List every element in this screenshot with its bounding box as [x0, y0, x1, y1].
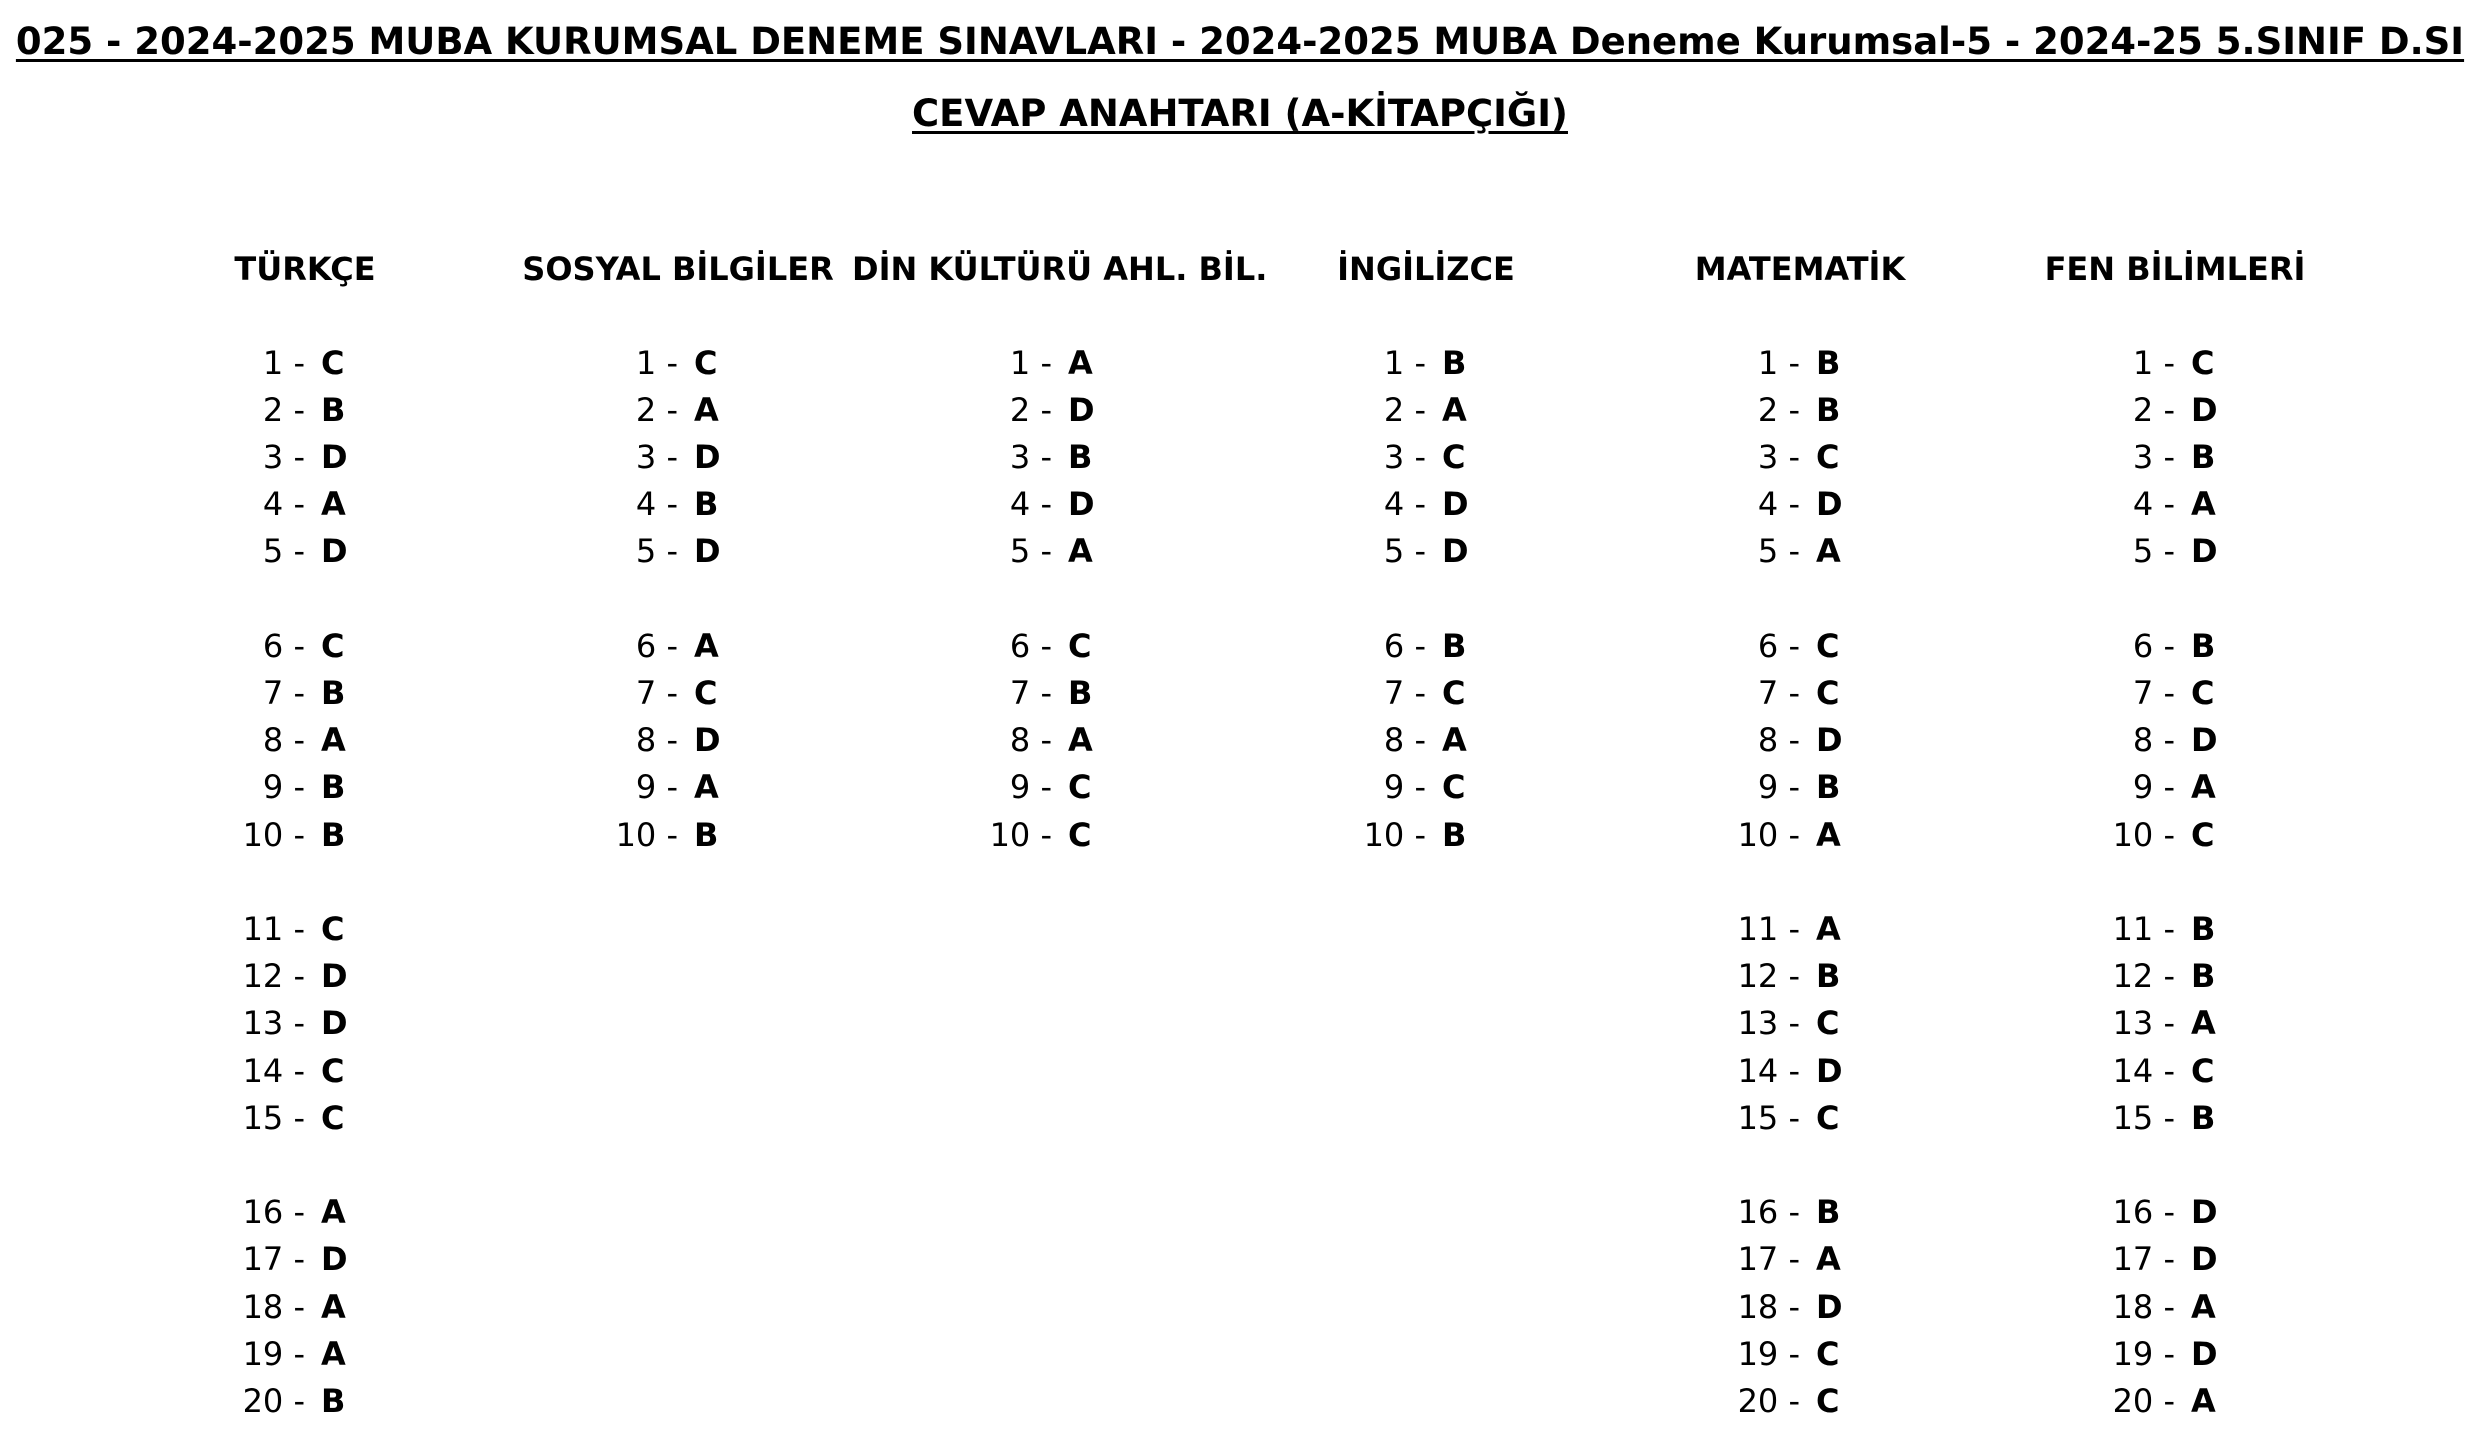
question-number: 13 - [2112, 1004, 2175, 1043]
answer-letter: D [2191, 1193, 2218, 1232]
answer-letter: A [1068, 532, 1093, 571]
question-number: 4 - [262, 485, 305, 524]
answer-letter: B [1816, 1193, 1841, 1232]
question-number: 7 - [635, 673, 678, 712]
answer-letter: B [2191, 909, 2216, 948]
answer-letter: C [321, 343, 345, 382]
question-number: 17 - [1737, 1240, 1800, 1279]
answer-row [852, 340, 1252, 387]
answer-letter: A [2191, 768, 2216, 807]
question-number: 12 - [1737, 957, 1800, 996]
question-number: 6 - [262, 626, 305, 665]
answer-letter: D [1442, 532, 1469, 571]
question-number: 14 - [1737, 1051, 1800, 1090]
answer-row [1226, 670, 1626, 717]
answer-letter: B [1068, 673, 1093, 712]
question-number: 4 - [2132, 485, 2175, 524]
question-number: 5 - [2132, 532, 2175, 571]
answer-row [478, 387, 878, 434]
answer-row [852, 717, 1252, 764]
answer-row [1975, 1378, 2375, 1425]
answer-row [1975, 1000, 2375, 1047]
answer-row [1600, 528, 2000, 575]
question-number: 3 - [1383, 437, 1426, 476]
answer-row [1226, 717, 1626, 764]
answer-letter: B [2191, 1098, 2216, 1137]
answer-letter: C [694, 343, 718, 382]
question-number: 1 - [1757, 343, 1800, 382]
answer-key-subtitle: CEVAP ANAHTARI (A-KİTAPÇIĞI) [912, 92, 1568, 135]
answer-letter: D [321, 532, 348, 571]
answer-letter: A [1816, 1240, 1841, 1279]
question-number: 1 - [262, 343, 305, 382]
answer-letter: C [1068, 626, 1092, 665]
answer-letter: A [1068, 721, 1093, 760]
answer-row [105, 1236, 505, 1283]
answer-row [1975, 717, 2375, 764]
answer-letter: B [694, 485, 719, 524]
question-number: 5 - [1757, 532, 1800, 571]
answer-row [852, 387, 1252, 434]
subject-title: TÜRKÇE [234, 250, 376, 288]
question-number: 7 - [2132, 673, 2175, 712]
question-number: 9 - [2132, 768, 2175, 807]
answer-letter: C [1816, 1004, 1840, 1043]
answer-row [1600, 1284, 2000, 1331]
question-number: 10 - [989, 815, 1052, 854]
question-number: 19 - [1737, 1334, 1800, 1373]
answer-letter: C [1442, 768, 1466, 807]
answer-row [1975, 1189, 2375, 1236]
answer-row [1226, 528, 1626, 575]
question-number: 20 - [1737, 1381, 1800, 1420]
answer-letter: A [694, 390, 719, 429]
question-number: 10 - [1363, 815, 1426, 854]
question-number: 3 - [2132, 437, 2175, 476]
question-number: 10 - [2112, 815, 2175, 854]
answer-letter: C [1816, 673, 1840, 712]
answer-letter: D [1816, 485, 1843, 524]
answer-row [105, 670, 505, 717]
answer-letter: B [1442, 815, 1467, 854]
answer-row [1600, 340, 2000, 387]
answer-letter: A [321, 485, 346, 524]
question-number: 8 - [635, 721, 678, 760]
subject-title: FEN BİLİMLERİ [2044, 250, 2306, 288]
answer-letter: A [321, 721, 346, 760]
answer-letter: D [2191, 532, 2218, 571]
question-number: 13 - [242, 1004, 305, 1043]
answer-letter: A [2191, 1381, 2216, 1420]
answer-letter: D [2191, 390, 2218, 429]
question-number: 8 - [2132, 721, 2175, 760]
subject-title: SOSYAL BİLGİLER [522, 250, 834, 288]
answer-row [478, 528, 878, 575]
answer-letter: C [321, 1051, 345, 1090]
page-title: 025 - 2024-2025 MUBA KURUMSAL DENEME SINAVLARI - 2024-2025 MUBA Deneme Kurumsal-5 - 2024-25 5.SINIF D.SI [15, 20, 2465, 63]
answer-row [1600, 1189, 2000, 1236]
question-number: 6 - [1757, 626, 1800, 665]
question-number: 20 - [242, 1381, 305, 1420]
question-number: 5 - [1383, 532, 1426, 571]
question-number: 8 - [1757, 721, 1800, 760]
question-number: 2 - [2132, 390, 2175, 429]
question-number: 15 - [242, 1098, 305, 1137]
answer-letter: D [321, 957, 348, 996]
answer-letter: C [1816, 437, 1840, 476]
answer-letter: B [694, 815, 719, 854]
answer-letter: C [1816, 626, 1840, 665]
answer-row [105, 528, 505, 575]
answer-letter: D [321, 437, 348, 476]
answer-row [105, 1378, 505, 1425]
answer-row [1975, 906, 2375, 953]
question-number: 3 - [1009, 437, 1052, 476]
answer-letter: C [1816, 1334, 1840, 1373]
answer-row [105, 1331, 505, 1378]
answer-letter: A [694, 626, 719, 665]
question-number: 2 - [1757, 390, 1800, 429]
answer-row [1600, 1000, 2000, 1047]
question-number: 7 - [1383, 673, 1426, 712]
answer-row [478, 812, 878, 859]
answer-row [852, 764, 1252, 811]
question-number: 4 - [635, 485, 678, 524]
answer-row [105, 623, 505, 670]
answer-letter: D [1816, 1051, 1843, 1090]
answer-letter: B [321, 815, 346, 854]
question-number: 8 - [262, 721, 305, 760]
question-number: 2 - [262, 390, 305, 429]
question-number: 7 - [1757, 673, 1800, 712]
question-number: 11 - [242, 909, 305, 948]
answer-row [478, 481, 878, 528]
answer-row [105, 1189, 505, 1236]
answer-row [1226, 481, 1626, 528]
answer-letter: D [2191, 1240, 2218, 1279]
question-number: 5 - [1009, 532, 1052, 571]
question-number: 3 - [1757, 437, 1800, 476]
answer-letter: C [2191, 673, 2215, 712]
answer-row [1975, 623, 2375, 670]
question-number: 17 - [242, 1240, 305, 1279]
answer-row [1600, 670, 2000, 717]
question-number: 1 - [2132, 343, 2175, 382]
answer-row [1600, 1048, 2000, 1095]
answer-letter: B [1816, 957, 1841, 996]
subject-title: MATEMATİK [1694, 250, 1906, 288]
question-number: 2 - [1009, 390, 1052, 429]
answer-letter: A [2191, 1287, 2216, 1326]
answer-letter: D [2191, 1334, 2218, 1373]
answer-row [1975, 1095, 2375, 1142]
question-number: 8 - [1009, 721, 1052, 760]
answer-row [1975, 812, 2375, 859]
answer-row [852, 528, 1252, 575]
question-number: 1 - [635, 343, 678, 382]
question-number: 6 - [1009, 626, 1052, 665]
answer-row [1600, 481, 2000, 528]
answer-row [105, 340, 505, 387]
answer-row [1600, 1236, 2000, 1283]
answer-row [1600, 953, 2000, 1000]
question-number: 12 - [242, 957, 305, 996]
question-number: 7 - [1009, 673, 1052, 712]
question-number: 16 - [242, 1193, 305, 1232]
question-number: 12 - [2112, 957, 2175, 996]
answer-letter: A [1816, 815, 1841, 854]
answer-row [1226, 387, 1626, 434]
question-number: 6 - [635, 626, 678, 665]
answer-row [852, 670, 1252, 717]
question-number: 19 - [2112, 1334, 2175, 1373]
subject-title: DİN KÜLTÜRÜ AHL. BİL. [852, 250, 1268, 288]
question-number: 1 - [1383, 343, 1426, 382]
answer-letter: D [1442, 485, 1469, 524]
answer-row [1975, 387, 2375, 434]
answer-row [852, 812, 1252, 859]
answer-letter: A [321, 1287, 346, 1326]
answer-row [1975, 434, 2375, 481]
answer-letter: A [321, 1334, 346, 1373]
answer-row [1600, 1378, 2000, 1425]
answer-letter: C [1442, 673, 1466, 712]
answer-row [1975, 1284, 2375, 1331]
answer-letter: C [2191, 343, 2215, 382]
question-number: 7 - [262, 673, 305, 712]
answer-row [1600, 764, 2000, 811]
answer-row [1600, 812, 2000, 859]
question-number: 14 - [242, 1051, 305, 1090]
question-number: 3 - [262, 437, 305, 476]
answer-row [1975, 670, 2375, 717]
question-number: 18 - [2112, 1287, 2175, 1326]
answer-row [1226, 764, 1626, 811]
answer-letter: D [694, 437, 721, 476]
question-number: 10 - [242, 815, 305, 854]
question-number: 8 - [1383, 721, 1426, 760]
answer-row [1600, 1095, 2000, 1142]
question-number: 2 - [1383, 390, 1426, 429]
answer-letter: D [694, 721, 721, 760]
answer-letter: B [1068, 437, 1093, 476]
question-number: 18 - [1737, 1287, 1800, 1326]
answer-letter: A [321, 1193, 346, 1232]
question-number: 9 - [635, 768, 678, 807]
answer-letter: B [321, 1381, 346, 1420]
answer-letter: D [321, 1004, 348, 1043]
answer-row [1975, 764, 2375, 811]
answer-letter: D [694, 532, 721, 571]
question-number: 15 - [1737, 1098, 1800, 1137]
question-number: 5 - [262, 532, 305, 571]
answer-letter: B [2191, 626, 2216, 665]
question-number: 6 - [1383, 626, 1426, 665]
answer-row [105, 953, 505, 1000]
question-number: 13 - [1737, 1004, 1800, 1043]
answer-row [1975, 1331, 2375, 1378]
answer-row [1226, 340, 1626, 387]
answer-letter: A [1816, 532, 1841, 571]
answer-letter: D [321, 1240, 348, 1279]
answer-letter: C [1442, 437, 1466, 476]
question-number: 19 - [242, 1334, 305, 1373]
answer-row [1975, 1236, 2375, 1283]
answer-letter: B [321, 768, 346, 807]
answer-row [105, 1000, 505, 1047]
question-number: 11 - [2112, 909, 2175, 948]
subject-title: İNGİLİZCE [1337, 250, 1515, 288]
answer-letter: A [1816, 909, 1841, 948]
answer-letter: B [321, 673, 346, 712]
question-number: 14 - [2112, 1051, 2175, 1090]
answer-letter: B [1816, 768, 1841, 807]
answer-letter: C [2191, 1051, 2215, 1090]
answer-row [1600, 717, 2000, 764]
answer-letter: B [1816, 343, 1841, 382]
answer-row [478, 340, 878, 387]
question-number: 1 - [1009, 343, 1052, 382]
answer-row [1226, 434, 1626, 481]
answer-row [852, 481, 1252, 528]
answer-letter: A [694, 768, 719, 807]
answer-row [105, 717, 505, 764]
answer-letter: B [321, 390, 346, 429]
question-number: 9 - [1383, 768, 1426, 807]
answer-row [1226, 812, 1626, 859]
answer-letter: D [1816, 1287, 1843, 1326]
answer-letter: A [2191, 485, 2216, 524]
question-number: 9 - [262, 768, 305, 807]
answer-letter: C [1816, 1381, 1840, 1420]
question-number: 17 - [2112, 1240, 2175, 1279]
answer-row [1975, 528, 2375, 575]
question-number: 9 - [1009, 768, 1052, 807]
answer-letter: D [1068, 485, 1095, 524]
answer-row [478, 434, 878, 481]
answer-row [105, 434, 505, 481]
answer-letter: A [1442, 390, 1467, 429]
answer-row [1975, 953, 2375, 1000]
answer-row [1226, 623, 1626, 670]
question-number: 6 - [2132, 626, 2175, 665]
answer-letter: B [1816, 390, 1841, 429]
answer-letter: C [321, 626, 345, 665]
answer-row [1600, 1331, 2000, 1378]
question-number: 10 - [615, 815, 678, 854]
question-number: 15 - [2112, 1098, 2175, 1137]
answer-row [1600, 906, 2000, 953]
answer-letter: C [1816, 1098, 1840, 1137]
answer-row [1975, 481, 2375, 528]
question-number: 20 - [2112, 1381, 2175, 1420]
answer-letter: C [1068, 815, 1092, 854]
answer-row [1975, 1048, 2375, 1095]
answer-letter: B [1442, 626, 1467, 665]
answer-letter: D [2191, 721, 2218, 760]
answer-letter: C [321, 1098, 345, 1137]
answer-letter: B [2191, 437, 2216, 476]
answer-row [105, 1048, 505, 1095]
answer-letter: A [1068, 343, 1093, 382]
answer-letter: C [1068, 768, 1092, 807]
answer-row [105, 1284, 505, 1331]
answer-letter: C [694, 673, 718, 712]
answer-letter: B [2191, 957, 2216, 996]
question-number: 11 - [1737, 909, 1800, 948]
answer-letter: A [1442, 721, 1467, 760]
answer-row [105, 764, 505, 811]
answer-letter: D [1068, 390, 1095, 429]
question-number: 4 - [1383, 485, 1426, 524]
question-number: 18 - [242, 1287, 305, 1326]
question-number: 2 - [635, 390, 678, 429]
answer-row [105, 481, 505, 528]
answer-row [105, 812, 505, 859]
answer-letter: C [321, 909, 345, 948]
answer-row [852, 434, 1252, 481]
answer-row [105, 387, 505, 434]
answer-row [478, 623, 878, 670]
question-number: 4 - [1757, 485, 1800, 524]
question-number: 10 - [1737, 815, 1800, 854]
answer-letter: A [2191, 1004, 2216, 1043]
answer-row [478, 670, 878, 717]
question-number: 9 - [1757, 768, 1800, 807]
question-number: 16 - [2112, 1193, 2175, 1232]
answer-letter: B [1442, 343, 1467, 382]
answer-row [478, 764, 878, 811]
answer-row [1600, 434, 2000, 481]
question-number: 3 - [635, 437, 678, 476]
answer-row [1600, 623, 2000, 670]
answer-row [105, 906, 505, 953]
answer-letter: D [1816, 721, 1843, 760]
answer-row [852, 623, 1252, 670]
answer-row [105, 1095, 505, 1142]
answer-row [1975, 340, 2375, 387]
answer-row [478, 717, 878, 764]
answer-row [1600, 387, 2000, 434]
question-number: 16 - [1737, 1193, 1800, 1232]
question-number: 4 - [1009, 485, 1052, 524]
question-number: 5 - [635, 532, 678, 571]
answer-letter: C [2191, 815, 2215, 854]
